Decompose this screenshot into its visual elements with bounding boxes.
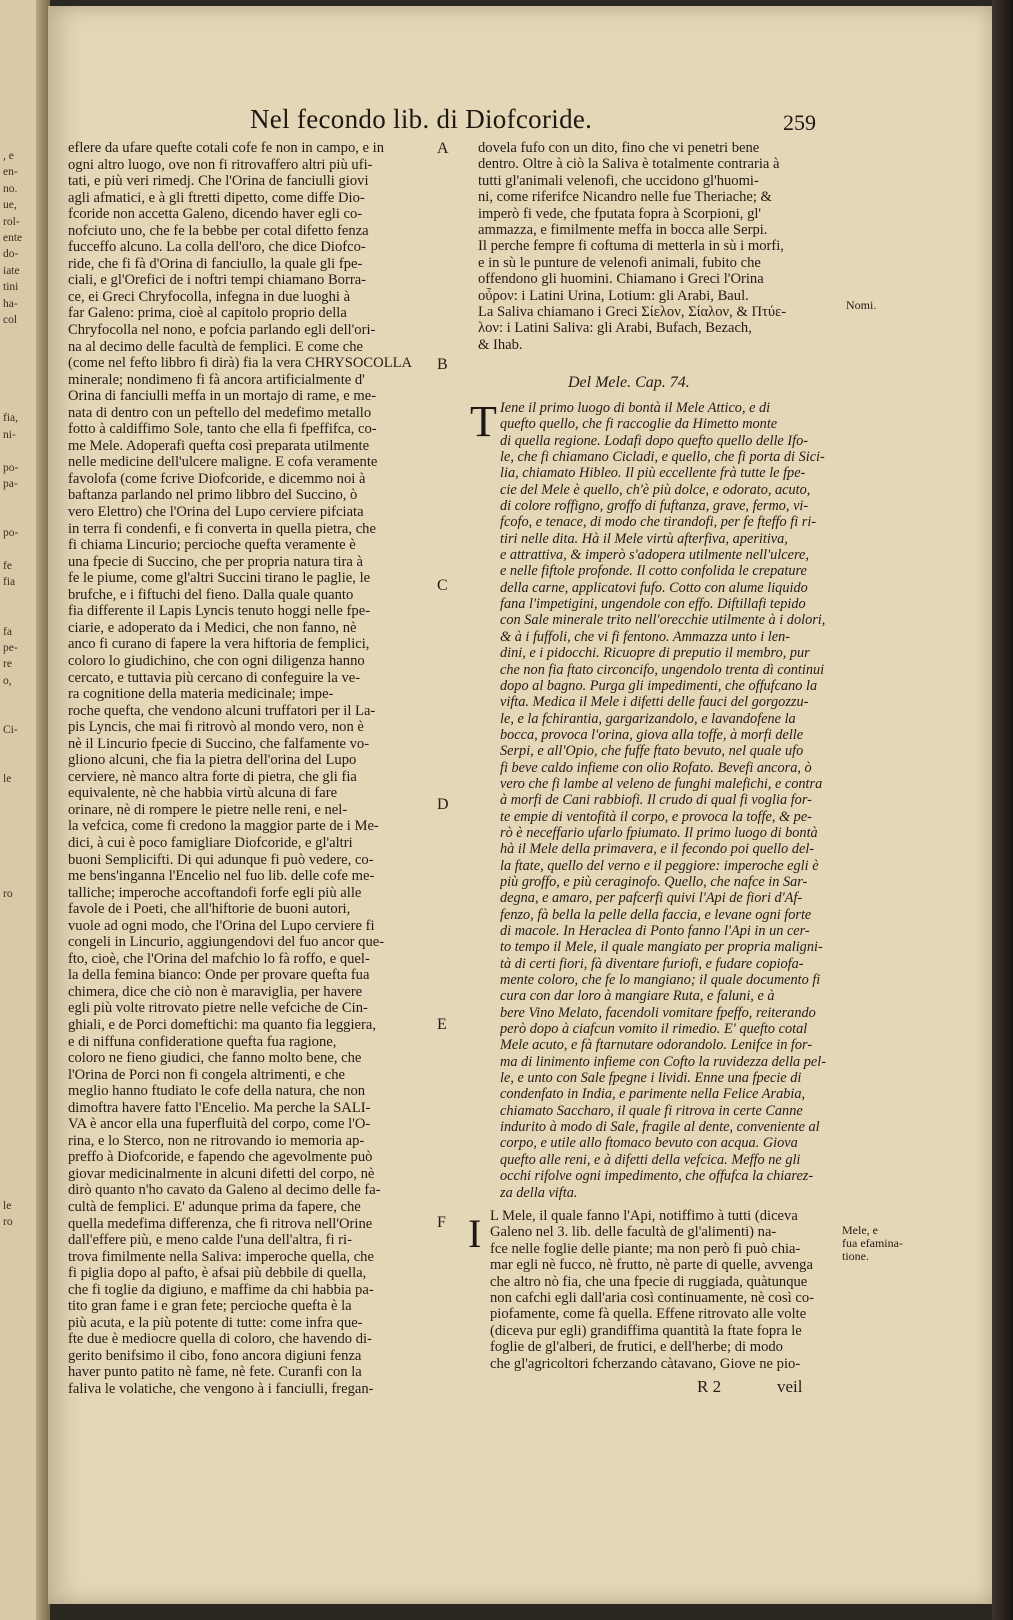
text-line: dimoftra havere fatto l'Encelio. Ma perche la SALI- <box>68 1099 371 1116</box>
text-line: la vefcica, come fi credono la maggior parte de i Me- <box>68 818 379 835</box>
text-line: e attrattiva, & imperò s'adopera utilmente nell'ulcere, <box>500 547 809 564</box>
text-line: agli afmatici, e à gli ftretti dipetto, come diffe Dio- <box>68 189 365 206</box>
text-line: la della femina bianco: Onde per provare quefta fua <box>68 967 370 984</box>
text-line: condenfato in India, e parimente nella Felice Arabia, <box>500 1086 806 1103</box>
text-line: con Sale minerale trito nell'orecchie utilmente à i dolori, <box>500 612 826 629</box>
text-line: λον: i Latini Saliva: gli Arabi, Bufach, Bezach, <box>478 320 752 337</box>
text-line: fotto à caldiffimo Sole, tanto che ella fi fpeffifca, co- <box>68 421 377 438</box>
catchword: veil <box>777 1377 803 1396</box>
text-line: minerale; nondimeno fi fà ancora artificialmente d' <box>68 371 365 388</box>
text-line: baftanza parlando nel primo libbro del Succino, ò <box>68 487 358 504</box>
text-line: fi piglia dopo al pafto, è afsai più debbile di quella, <box>68 1265 367 1282</box>
text-line: vero che fi lambe al veleno de funghi malefichi, e contra <box>500 775 823 792</box>
comment-dropcap: I <box>468 1211 482 1256</box>
text-line: occhi rifolve ogni impedimento, che offufca la chiarez- <box>500 1168 814 1185</box>
text-line: e nelle fiftole profonde. Il cotto confolida le crepature <box>500 563 807 580</box>
text-line: le, e la fchirantia, gargarizandolo, e lavandofene la <box>500 710 796 727</box>
text-line: rina, e lo Sterco, non ne ritrovando io memoria ap- <box>68 1132 365 1149</box>
text-line: nofciuto uno, che fe la bebbe per cotal difetto fenza <box>68 222 369 239</box>
text-line: la ftate, quello del verno e il peggiore: imperoche egli è <box>500 857 819 874</box>
text-line: piofamente, come fà quella. Effene ritrovato alle volte <box>490 1306 807 1323</box>
text-line: fia differente il Lapis Lyncis tenuto hoggi nelle fpe- <box>68 603 371 620</box>
left-page-fragment: en- <box>3 166 18 179</box>
text-line: più acuta, e la più potente di tutte: come infra que- <box>68 1314 363 1331</box>
text-line: fenzo, fà bella la pelle della faccia, e levane ogni forte <box>500 906 812 923</box>
text-line: ride, che fi fà d'Orina di fanciullo, la quale gli fpe- <box>68 255 363 272</box>
text-line: eflere da ufare quefte cotali cofe fe non in campo, e in <box>68 140 385 156</box>
text-line: che non fia ftato circoncifo, ungendolo trenta dì continui <box>500 661 825 678</box>
section-marker: E <box>437 1016 447 1033</box>
text-line: una fpecie di Succino, che per propria natura tira à <box>68 553 363 570</box>
text-line: dopo al bagno. Purga gli impedimenti, che offufcano la <box>500 677 818 694</box>
text-line: imperò fi vede, che fputata fopra à Scorpioni, gl' <box>478 205 762 222</box>
text-line: tà di certi fiori, fà diventare furiofi, e fudare copiofa- <box>500 955 804 972</box>
text-line: ni, come riferifce Nicandro nelle fue Theriache; & <box>478 189 772 206</box>
text-line: egli più volte ritrovato pietre nelle vefciche de Cin- <box>68 1000 368 1017</box>
text-line: & Ihab. <box>478 336 523 353</box>
right-top-text <box>478 140 838 353</box>
text-line: cie del Mele è quello, ch'è più dolce, e odorato, acuto, <box>500 481 811 498</box>
text-line: fucceffo alcuno. La colla dell'oro, che dice Diofco- <box>68 239 366 256</box>
text-line: e di niffuna confideratione quefta fua ragione, <box>68 1033 337 1050</box>
left-page-fragment: o, <box>3 674 12 687</box>
text-line: dici, à cui è poco famigliare Diofcoride, e gl'altri <box>68 834 353 851</box>
text-line: cerviere, nè manco altra forte di pietra, che gli fia <box>68 768 357 785</box>
chapter-title: Del Mele. Cap. 74. <box>568 374 690 391</box>
left-page-fragment: rol- <box>3 215 20 228</box>
text-line: lia, chiamato Hibleo. Il più eccellente frà tutte le fpe- <box>500 465 806 482</box>
text-line: Galeno nel 3. lib. delle facultà de gl'alimenti) na- <box>490 1224 777 1241</box>
text-line: ma di linimento infieme con Cofto la ruvidezza della pel- <box>500 1053 827 1070</box>
text-line: gerito benifsimo il cibo, fono ancora digiuni fenza <box>68 1347 362 1364</box>
text-line: che fi toglie da digiuno, e maffime da chi habbia pa- <box>68 1281 374 1298</box>
text-line: tito gran fame i e gran fete; percioche quefta è la <box>68 1298 352 1315</box>
left-page-fragment: ente <box>3 232 23 244</box>
text-line: roche quefta, che vendono alcuni truffatori per il La- <box>68 702 376 719</box>
text-line: anco fi curano di fapere la vera hiftoria de femplici, <box>68 636 370 653</box>
text-line: nè il Lincurio fpecie di Succino, che falfamente vo- <box>68 735 370 752</box>
text-line: della carne, applicatovi fufo. Cotto con alume liquido <box>500 579 808 596</box>
chapter-dropcap: T <box>470 397 497 446</box>
text-line: fcofo, e tenace, di modo che tirandofi, per fe fteffo fi ri- <box>500 514 817 531</box>
text-line: fi chiama Lincurio; percioche quefta veramente è <box>68 537 356 554</box>
text-line: faliva le volatiche, che vengono à i fanciulli, fregan- <box>68 1381 374 1398</box>
left-page-fragment: , e <box>3 150 14 162</box>
section-marker: F <box>437 1214 446 1231</box>
text-line: haver punto patito nè fame, nè fete. Curanfi con la <box>68 1364 362 1381</box>
text-line: di macole. In Heraclea di Ponto fanno l'Api in un cer- <box>500 923 810 939</box>
text-line: mente coloro, che fe lo mangiano; il quale documento fi <box>500 972 821 989</box>
left-page-fragment: fe <box>3 560 12 572</box>
text-line: Serpi, e all'Opio, che fuffe ftato bevuto, nel quale ufo <box>500 743 804 760</box>
left-page-fragment: col <box>3 314 18 326</box>
text-line: di colore roffigno, groffo di fuftanza, grave, fermo, vi- <box>500 498 809 515</box>
text-line: in terra fi condenfi, e fi converta in quella pietra, che <box>68 520 376 537</box>
left-page-fragment: Ci- <box>3 724 18 736</box>
text-line: nata di dentro con un peftello del medefimo metallo <box>68 404 372 421</box>
chapter-body <box>500 400 840 1201</box>
text-line: te empie di ventofità il corpo, e provoca la toffe, & pe- <box>500 808 812 825</box>
text-line: le, che fi chiamano Cicladi, e quello, che fi porta di Sici- <box>500 449 825 466</box>
text-line: fi beve caldo infieme con olio Rofato. Bevefi ancora, ò <box>500 759 812 776</box>
section-marker: A <box>437 140 449 157</box>
left-page-fragment: tini <box>3 281 19 294</box>
text-line: quefto quello, che fi raccoglie da Himetto monte <box>500 416 778 433</box>
text-line: dovela fufo con un dito, fino che vi penetri bene <box>478 140 760 156</box>
text-line: più groffo, e più ceraginofo. Quello, che nafce in Sar- <box>500 873 808 890</box>
text-line: far Galeno: prima, cioè al capitolo proprio della <box>68 305 347 322</box>
signature-mark: R 2 <box>697 1377 722 1396</box>
text-line: giovar medicinalmente in alcuni difetti del corpo, nè <box>68 1165 375 1182</box>
section-marker: B <box>437 356 448 373</box>
text-line: La Saliva chiamano i Greci Σίελον, Σίαλον, & Πτύε- <box>478 303 787 320</box>
text-line: me Mele. Adoperafi quefta così preparata utilmente <box>68 437 370 454</box>
text-line: za della vifta. <box>500 1184 578 1201</box>
text-line: tati, e più veri rimedj. Che l'Orina de fanciulli giovi <box>68 173 369 190</box>
text-line: fte due è mediocre quella di coloro, che havendo di- <box>68 1331 372 1348</box>
text-line: vifta. Medica il Mele i difetti delle fauci del gorgozzu- <box>500 694 809 711</box>
text-line: & à i fuffoli, che vi fi fentono. Ammazza unto i len- <box>500 628 791 645</box>
text-line: però dopo à ciafcun vomito il rimedio. E' quefto cotal <box>500 1021 808 1038</box>
text-line: trova fimilmente nella Saliva: imperoche quella, che <box>68 1248 374 1265</box>
text-line: dini, e i pidocchi. Ricuopre di preputio il membro, pur <box>500 645 810 662</box>
text-line: L Mele, il quale fanno l'Api, notiffimo à tutti (diceva <box>490 1208 798 1224</box>
text-line: e in sù le punture de velenofi animali, fubito che <box>478 254 761 271</box>
text-line: VA è ancor ella una fuperfluità del corpo, come l'O- <box>68 1116 371 1133</box>
text-line: congeli in Lincurio, aggiungendovi del fuo ancor que- <box>68 934 385 951</box>
text-line: bocca, provoca l'orina, giova alla toffe, à morfi delle <box>500 726 804 743</box>
left-page-fragment: le <box>3 773 12 786</box>
text-line: l'Orina de Porci non fi congela altrimenti, e che <box>68 1066 345 1083</box>
text-line: vero Elettro) che l'Orina del Lupo cerviere pifciata <box>68 504 364 521</box>
left-page-fragment: pa- <box>3 478 18 490</box>
text-line: Il perche fempre fi coftuma di metterla in sù i morfi, <box>478 238 784 255</box>
text-line: (come nel fefto libbro fi dirà) fia la vera CHRYSOCOLLA <box>68 355 413 372</box>
page-header <box>250 104 850 144</box>
text-line: tiri nelle dita. Hà il Mele virtù afterfiva, aperitiva, <box>500 530 788 547</box>
text-line: ammazza, e fimilmente meffa in bocca alle Serpi. <box>478 221 768 238</box>
text-line: quella medefima differenza, che fi ritrova nell'Orine <box>68 1215 373 1232</box>
text-line: chiamato Saccharo, il quale fi ritrova in certe Canne <box>500 1102 803 1119</box>
text-line: foglie de gl'alberi, de frutici, e dell'herbe; di modo <box>490 1339 783 1356</box>
text-line: mar egli nè fucco, nè frutto, nè parte di quelle, avvenga <box>490 1257 813 1274</box>
text-line: fcoride non accetta Galeno, dicendo haver egli co- <box>68 206 363 223</box>
page-number: 259 <box>783 110 816 135</box>
text-line: dentro. Oltre à ciò la Saliva è totalmente contraria à <box>478 156 780 173</box>
left-page-fragment: po- <box>3 461 19 474</box>
right-column <box>478 140 838 353</box>
text-line: bere Vino Melato, facendoli vomitare fpeffo, reiterando <box>500 1004 816 1021</box>
text-line: Mele acuto, e fà ftarnutare odorandolo. Lenifce in for- <box>500 1037 813 1054</box>
text-line: brufche, e i fiftuchi del fieno. Dalla quale quanto <box>68 586 354 603</box>
text-line: chimera, dice che ciò non è maraviglia, per havere <box>68 983 363 1000</box>
text-line: na al decimo delle facultà de femplici. E come che <box>68 338 363 355</box>
left-column <box>68 140 458 1398</box>
text-line: coloro lo giudichino, che con ogni diligenza hanno <box>68 652 365 669</box>
text-line: ciali, e gl'Orefici de i noftri tempi chiamano Borra- <box>68 272 367 289</box>
section-marker: D <box>437 796 449 813</box>
text-line: gliono alcuni, che fia la pietra dell'orina del Lupo <box>68 752 357 769</box>
left-page-fragment: ue, <box>3 199 17 212</box>
text-line: Iene il primo luogo di bontà il Mele Attico, e di <box>500 400 771 416</box>
text-line: orinare, nè di rompere le pietre nelle reni, e nel- <box>68 801 348 818</box>
left-page-fragment: re <box>3 658 12 671</box>
text-line: quefto alle reni, e à difetti della vefcica. Meffo ne gli <box>500 1151 801 1168</box>
text-line: cura con dar loro à mangiare Ruta, e faluni, e à <box>500 988 775 1005</box>
left-page-fragment: le <box>3 1199 12 1212</box>
left-page-fragment: fa <box>3 625 12 638</box>
margin-note-mele: Mele, e fua efamina- tione. <box>842 1223 903 1263</box>
text-line: dirò quanto n'ho cavato da Galeno al decimo delle fa- <box>68 1182 381 1199</box>
text-line: ce, ei Greci Chryfocolla, infegna in due luoghi à <box>68 288 351 305</box>
left-page-fragment: pe- <box>3 642 18 654</box>
running-title: Nel fecondo lib. di Diofcoride. <box>250 104 593 134</box>
text-line: non cafchi egli dall'aria così continuamente, nè così co- <box>490 1289 814 1306</box>
text-line: favolofa (come fcrive Diofcoride, e dicemmo noi à <box>68 470 366 487</box>
text-line: cercato, e tuttavia più cercano di confeguire la ve- <box>68 669 361 686</box>
text-line: di quella regione. Lodafi dopo quefto quello delle Ifo- <box>500 432 808 449</box>
margin-note-nomi: Nomi. <box>846 298 877 312</box>
text-line: fe le piume, come gl'altri Succini tirano le paglie, le <box>68 570 371 587</box>
left-page-fragment: ha- <box>3 297 18 310</box>
text-line: to tempo il Mele, il quale mangiato per propria maligni- <box>500 939 823 956</box>
text-line: favole de i Poeti, che all'hiftorie de buoni autori, <box>68 901 351 918</box>
text-line: le, e unto con Sale fpegne i lividi. Enne una fpecie di <box>500 1070 802 1087</box>
text-line: Chryfocolla nel nono, e pofcia parlando egli dell'ori- <box>68 322 376 339</box>
text-line: vuole ad ogni modo, che l'Orina del Lupo cerviere fi <box>68 917 375 934</box>
text-line: me bens'inganna l'Encelio nel fuo lib. delle cofe me- <box>68 868 375 885</box>
text-line: degna, e amaro, per pafcerfi quivi l'Api de fiori d'Af- <box>500 890 803 907</box>
text-line: Orina di fanciulli meffa in un mortajo di rame, e me- <box>68 388 377 405</box>
commentary-body <box>490 1208 840 1372</box>
left-page-fragment: no. <box>3 182 18 195</box>
text-line: cultà de femplici. E' adunque prima da fapere, che <box>68 1199 361 1215</box>
text-line: offendono gli huomini. Chiamano i Greci l'Orina <box>478 271 764 288</box>
text-line: tutti gl'animali velenofi, che uccidono gl'huomi- <box>478 172 759 189</box>
text-line: indurito à modo di Sale, fragile al dente, conveniente al <box>500 1119 820 1136</box>
text-line: ogni altro luogo, ove non fi ritrovaffero altri più ufi- <box>68 156 373 173</box>
text-line: corpo, e utile allo ftomaco bevuto con acqua. Giova <box>500 1135 798 1152</box>
text-line: talliche; imperoche accoftandofi forfe egli più alle <box>68 884 362 901</box>
left-page-fragment: fia <box>3 576 16 589</box>
left-page-fragment: fia, <box>3 412 19 425</box>
text-line: che gl'agricoltori fcherzando càtavano, Giove ne pio- <box>490 1355 801 1372</box>
text-line: rò è neceffario ufarlo fpiumato. Il primo luogo di bontà <box>500 824 818 841</box>
text-line: preffo à Diofcoride, e fapendo che agevolmente può <box>68 1149 373 1166</box>
left-page-fragment: iate <box>3 264 20 277</box>
text-line: equivalente, nè che habbia virtù alcuna di fare <box>68 785 338 802</box>
text-line: meglio hanno ftudiato le cofe della natura, che non <box>68 1083 366 1100</box>
text-line: coloro ne fieno giudici, che fanno molto bene, che <box>68 1050 362 1067</box>
text-line: ra cognitione della materia medicinale; impe- <box>68 686 334 703</box>
text-line: buoni Semplicifti. Di qui adunque fi può vedere, co- <box>68 851 374 868</box>
page-edge-shadow <box>992 0 1013 1620</box>
text-line: fana l'impetigini, ungendole con effo. Diftillafi tepido <box>500 596 806 613</box>
left-page-fragment: ro <box>3 888 13 900</box>
left-page-fragment: po- <box>3 527 19 540</box>
text-line: dall'effere più, e meno calde l'una dell'altra, fi ri- <box>68 1232 352 1249</box>
text-line: ciarie, e adoperato da i Medici, che non fanno, nè <box>68 619 357 636</box>
text-line: nelle medicine dell'ulcere maligne. E cofa veramente <box>68 454 378 471</box>
section-marker: C <box>437 577 448 594</box>
text-line: οὖρον: i Latini Urina, Lotium: gli Arabi, Baul. <box>478 287 749 304</box>
text-line: fce nelle foglie delle piante; ma non però fi può chia- <box>490 1240 801 1257</box>
left-page-fragment: ni- <box>3 428 16 441</box>
left-page-fragment: do- <box>3 248 19 261</box>
text-line: à morfi de Cani rabbiofi. Il crudo di qual fi voglia for- <box>500 792 812 809</box>
text-line: fto, cioè, che l'Orina del mafchio lo fà roffo, e quel- <box>68 950 370 967</box>
text-line: che altro nò fia, che una fpecie di ruggiada, quàtunque <box>490 1273 808 1290</box>
text-line: ghiali, e de Porci domeftichi: ma quanto fia leggiera, <box>68 1016 376 1033</box>
text-line: hà il Mele della primavera, e il fecondo poi quello del- <box>500 841 815 858</box>
left-page-fragment: ro <box>3 1216 13 1228</box>
text-line: (diceva pur egli) grandiffima quantità la ftate fopra le <box>490 1322 802 1339</box>
text-line: pis Lyncis, che mai fi ritrovò al mondo vero, non è <box>68 719 364 736</box>
